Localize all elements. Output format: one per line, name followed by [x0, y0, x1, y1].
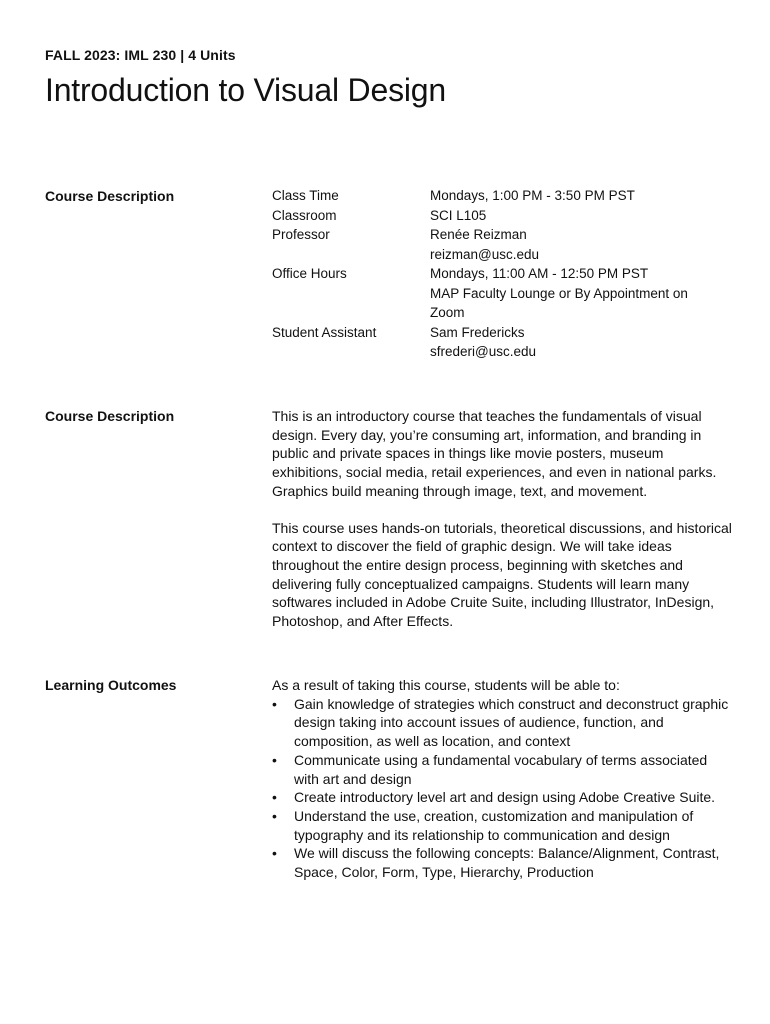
bullet-icon: •: [272, 695, 277, 712]
info-key: Classroom: [272, 207, 337, 223]
description-paragraph: This course uses hands-on tutorials, theoretical discussions, and historical context to discover the field of graphic design. We will take ideas throughout the entire design process, beginning with sketches and delivering fully conceptualized campaigns. Students will learn many softwares included in Adobe Cruite Suite, including Illustrator, InDesign, Photoshop, and After Effects.: [272, 519, 732, 630]
info-row-classroom: [272, 206, 732, 226]
info-value: [430, 264, 732, 323]
section-label-outcomes: Learning Outcomes: [45, 677, 177, 693]
section-label-description: Course Description: [45, 408, 175, 424]
bullet-icon: •: [272, 789, 277, 806]
bullet-icon: •: [272, 751, 277, 768]
professor-email[interactable]: reizman@usc.edu: [430, 246, 540, 262]
course-kicker: FALL 2023: IML 230 | 4 Units: [45, 47, 236, 63]
info-key: Student Assistant: [272, 324, 377, 340]
bullet-icon: •: [272, 807, 277, 824]
info-row-class-time: [272, 186, 732, 206]
list-item: [272, 788, 732, 807]
info-value-line: Mondays, 1:00 PM - 3:50 PM PST: [430, 188, 635, 203]
outcomes-list: [272, 695, 732, 882]
info-value-line: Mondays, 11:00 AM - 12:50 PM PST: [430, 266, 649, 281]
list-item: [272, 751, 732, 788]
course-info-table: [272, 186, 732, 362]
outcome-text: Gain knowledge of strategies which construct and deconstruct graphic design taking into account issues of audience, function, and composition, as well as location, and context: [294, 695, 729, 750]
outcome-text: Understand the use, creation, customization and manipulation of typography and its relationship to communication and design: [294, 807, 694, 843]
info-value-line: SCI L105: [430, 207, 487, 223]
outcome-text: We will discuss the following concepts: Balance/Alignment, Contrast, Space, Color, Form, Type, Hierarchy, Production: [294, 845, 720, 881]
info-row-student-assistant: [272, 323, 732, 362]
assistant-email[interactable]: sfrederi@usc.edu: [430, 344, 537, 359]
info-key: Professor: [272, 227, 330, 242]
info-value-line: Sam Fredericks: [430, 324, 525, 340]
list-item: [272, 695, 732, 751]
description-paragraph: This is an introductory course that teaches the fundamentals of visual design. Every day, you’re consuming art, information, and branding in public and private spaces in things like movie posters, museum exhibitions, social media, retail experiences, and even in national parks. Graphics build meaning through image, text, and movement.: [272, 408, 717, 499]
info-key: Office Hours: [272, 266, 347, 281]
info-value: [430, 225, 732, 264]
outcome-text: Create introductory level art and design using Adobe Creative Suite.: [294, 789, 716, 806]
outcomes-intro: As a result of taking this course, students will be able to:: [272, 677, 620, 693]
learning-outcomes: [272, 676, 732, 882]
info-value: [430, 186, 732, 206]
bullet-icon: •: [272, 845, 277, 862]
info-value: [430, 206, 732, 226]
info-value-line: Renée Reizman: [430, 227, 527, 242]
info-value-line: Zoom: [430, 305, 465, 320]
list-item: [272, 807, 732, 844]
info-value-line: MAP Faculty Lounge or By Appointment on: [430, 285, 688, 301]
list-item: [272, 844, 732, 881]
info-key: Class Time: [272, 188, 339, 203]
course-description: [272, 407, 732, 631]
info-row-office-hours: [272, 264, 732, 323]
outcome-text: Communicate using a fundamental vocabulary of terms associated with art and design: [294, 751, 708, 787]
page-title: Introduction to Visual Design: [45, 72, 446, 108]
section-label-info: Course Description: [45, 188, 175, 204]
info-value: [430, 323, 732, 362]
info-row-professor: [272, 225, 732, 264]
